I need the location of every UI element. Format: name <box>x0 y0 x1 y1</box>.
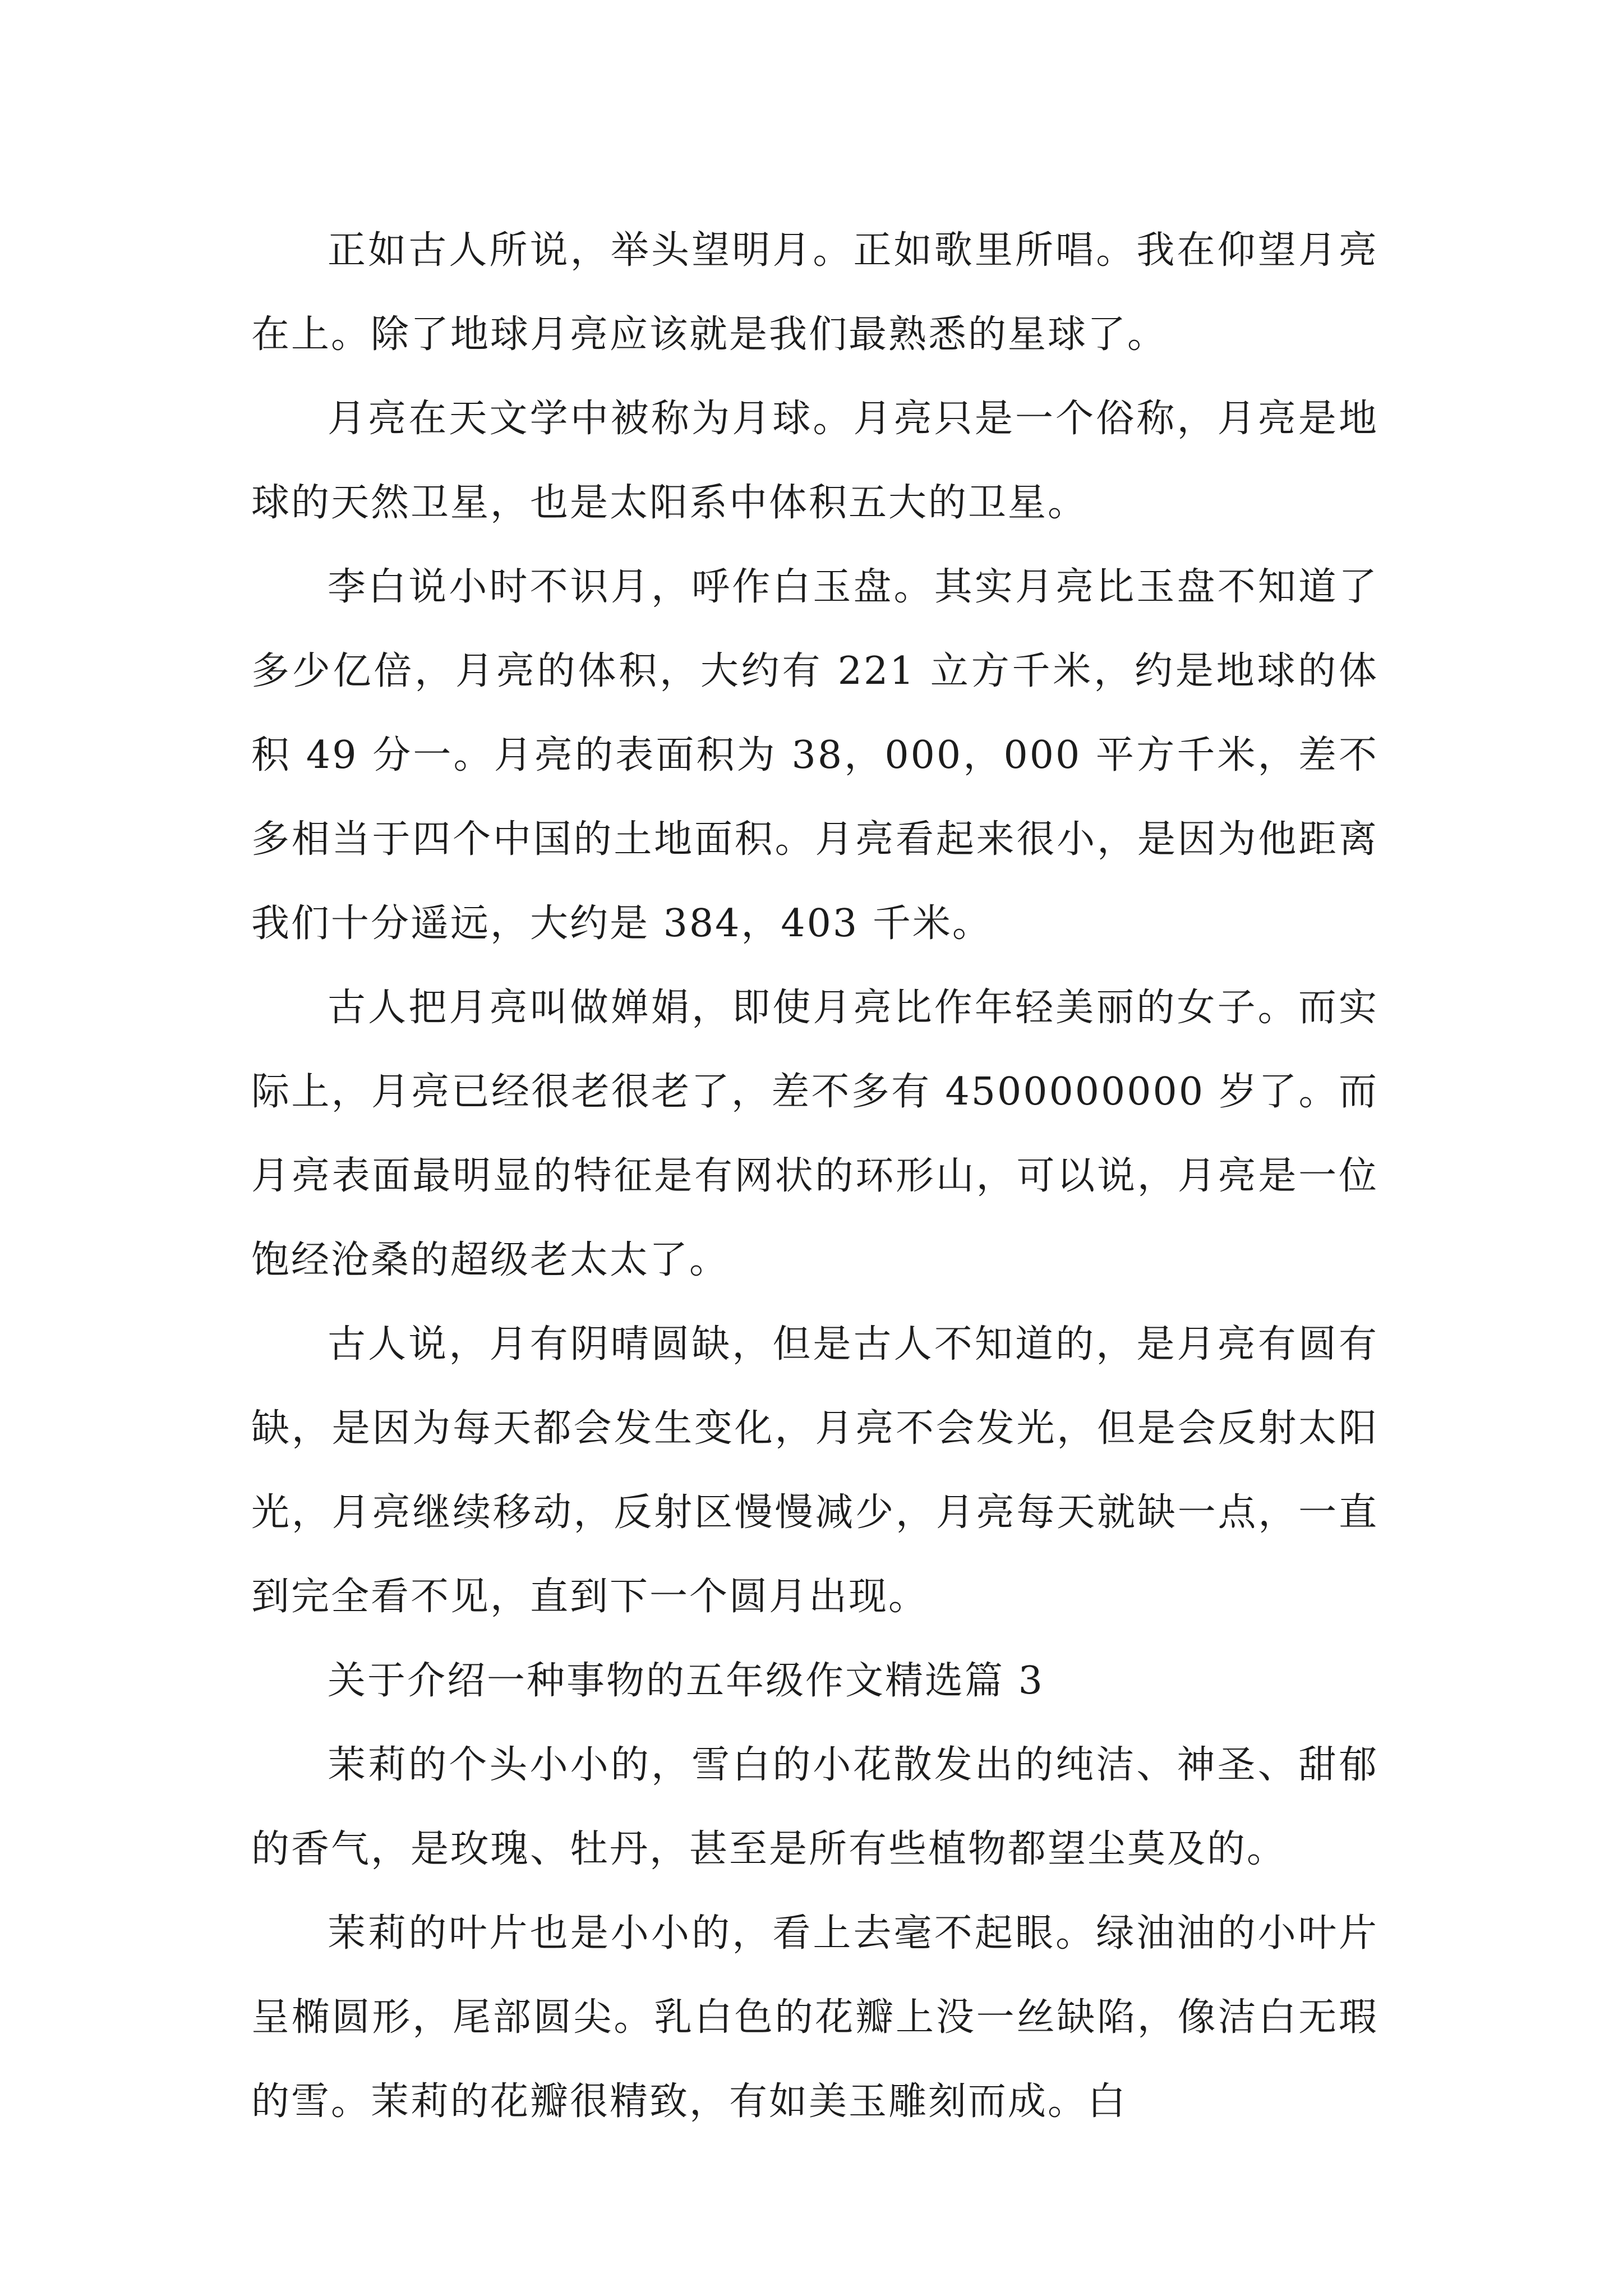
article-body <box>251 209 1378 2144</box>
paragraph-moon-intro: 正如古人所说，举头望明月。正如歌里所唱。我在仰望月亮在上。除了地球月亮应该就是我们最熟悉的星球了。 <box>251 228 1378 357</box>
paragraph-moon-definition: 月亮在天文学中被称为月球。月亮只是一个俗称，月亮是地球的天然卫星，也是太阳系中体积五大的卫星。 <box>251 397 1378 525</box>
paragraph-jasmine-leaves: 茉莉的叶片也是小小的，看上去毫不起眼。绿油油的小叶片呈椭圆形，尾部圆尖。乳白色的花瓣上没一丝缺陷，像洁白无瑕的雪。茉莉的花瓣很精致，有如美玉雕刻而成。白 <box>251 1911 1378 2124</box>
paragraph-jasmine-intro: 茉莉的个头小小的，雪白的小花散发出的纯洁、神圣、甜郁的香气，是玫瑰、牡丹，甚至是所有些植物都望尘莫及的。 <box>251 1743 1378 1871</box>
section-heading: 关于介绍一种事物的五年级作文精选篇 3 <box>328 1659 1044 1703</box>
paragraph-moon-size: 李白说小时不识月，呼作白玉盘。其实月亮比玉盘不知道了多少亿倍，月亮的体积，大约有 221 立方千米，约是地球的体积 49 分一。月亮的表面积为 38，000，000 平方千米，差不多相当于四个中国的土地面积。月亮看起来很小，是因为他距离我们十分遥远，大约是 384，403 千米。 <box>251 565 1378 946</box>
paragraph-moon-phases: 古人说，月有阴晴圆缺，但是古人不知道的，是月亮有圆有缺，是因为每天都会发生变化，月亮不会发光，但是会反射太阳光，月亮继续移动，反射区慢慢减少，月亮每天就缺一点，一直到完全看不见，直到下一个圆月出现。 <box>251 1322 1378 1619</box>
paragraph-moon-age: 古人把月亮叫做婵娟，即使月亮比作年轻美丽的女子。而实际上，月亮已经很老很老了，差不多有 4500000000 岁了。而月亮表面最明显的特征是有网状的环形山，可以说，月亮是一位饱经沧桑的超级老太太了。 <box>251 986 1378 1282</box>
